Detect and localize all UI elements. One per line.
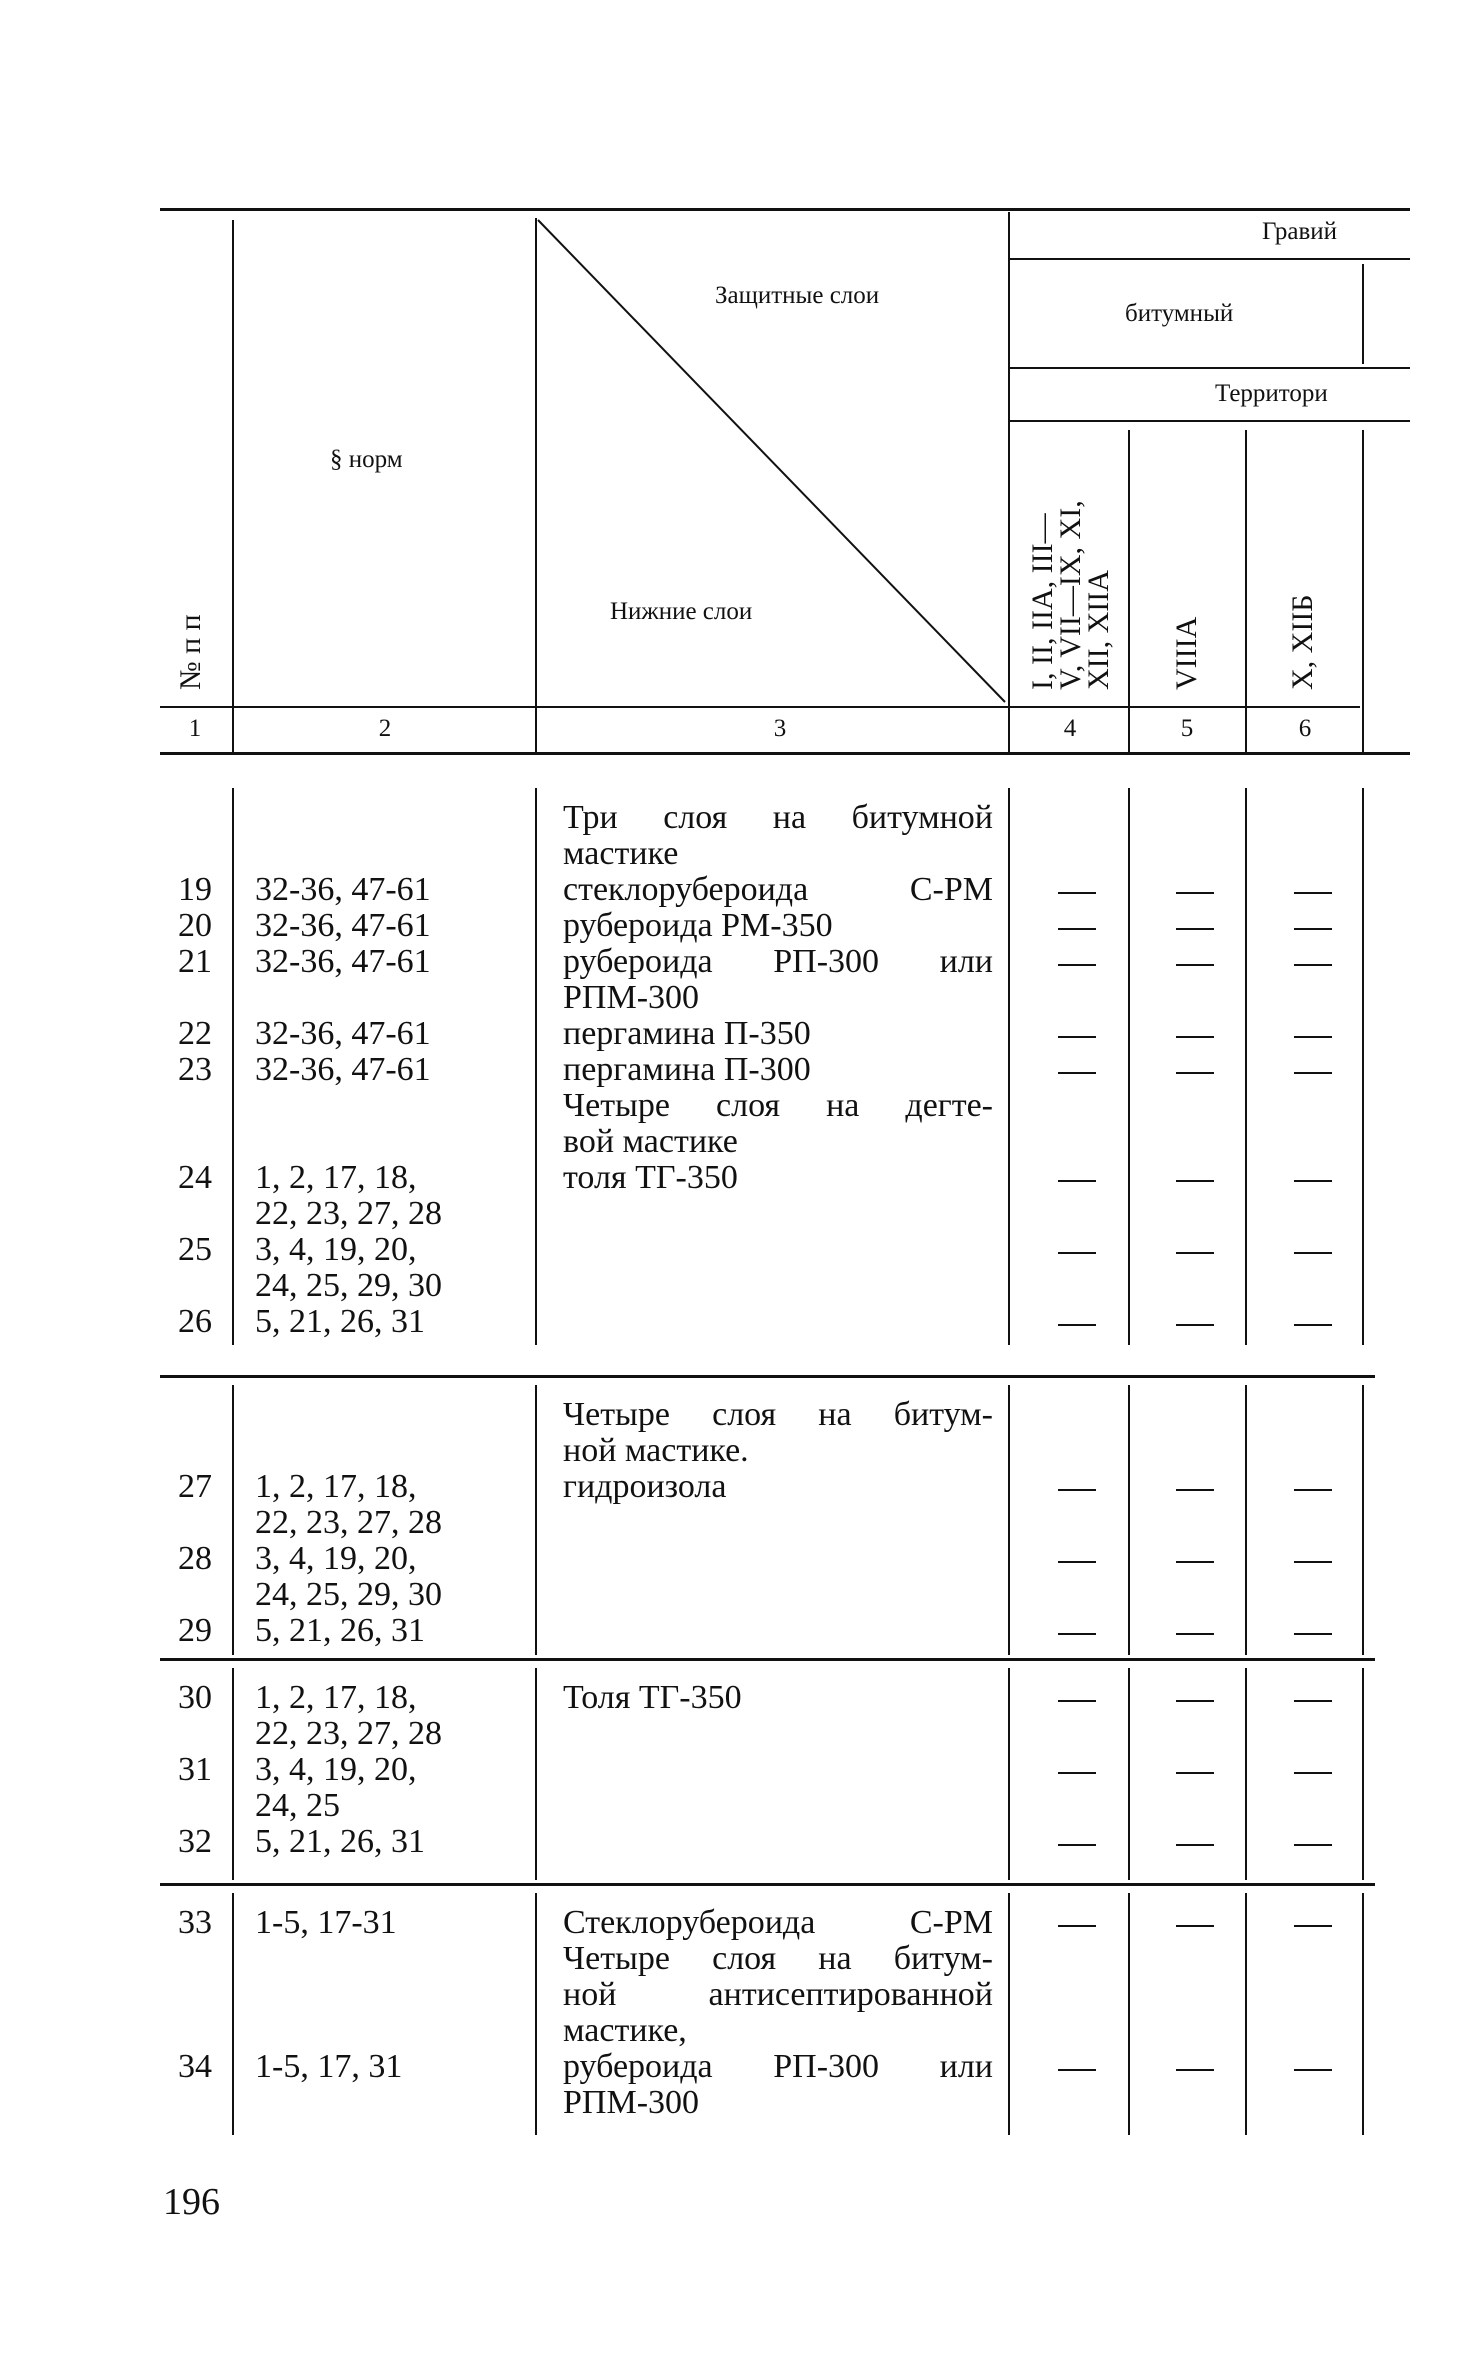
row-number: 26 xyxy=(178,1303,212,1340)
column-divider xyxy=(1128,1385,1130,1655)
row-number: 20 xyxy=(178,907,212,944)
norm-reference: 32-36, 47-61 xyxy=(255,943,431,980)
dash-cell-c5 xyxy=(1176,1489,1214,1491)
dash-cell-c5 xyxy=(1176,1925,1214,1927)
row-number: 25 xyxy=(178,1231,212,1268)
norm-reference: 5, 21, 26, 31 xyxy=(255,1303,425,1340)
dash-cell-c6 xyxy=(1294,1324,1332,1326)
column-number-3: 3 xyxy=(773,715,787,742)
dash-cell-c6 xyxy=(1294,964,1332,966)
dash-cell-c4 xyxy=(1058,964,1096,966)
description-line: Четыре слоя на битум- xyxy=(563,1940,993,1977)
norm-reference: 1, 2, 17, 18, xyxy=(255,1679,417,1716)
dash-cell-c6 xyxy=(1294,928,1332,930)
dash-cell-c6 xyxy=(1294,892,1332,894)
description-line: пергамина П-300 xyxy=(563,1051,811,1088)
dash-cell-c6 xyxy=(1294,1036,1332,1038)
row-number: 33 xyxy=(178,1904,212,1941)
description-line: мастике xyxy=(563,835,679,872)
dash-cell-c4 xyxy=(1058,928,1096,930)
column-number-6: 6 xyxy=(1298,715,1312,742)
dash-cell-c4 xyxy=(1058,1772,1096,1774)
description-line: вой мастике xyxy=(563,1123,738,1160)
col5-label: VIIIA xyxy=(1170,616,1203,690)
dash-cell-c6 xyxy=(1294,1633,1332,1635)
norm-reference: 3, 4, 19, 20, xyxy=(255,1751,417,1788)
dash-cell-c6 xyxy=(1294,1489,1332,1491)
dash-cell-c6 xyxy=(1294,1180,1332,1182)
column-divider xyxy=(535,1668,537,1880)
row-number: 27 xyxy=(178,1468,212,1505)
column-divider xyxy=(1008,788,1010,1345)
column-divider xyxy=(1008,1668,1010,1880)
row-number: 30 xyxy=(178,1679,212,1716)
norm-reference: 22, 23, 27, 28 xyxy=(255,1715,442,1752)
description-line: Четыре слоя на битум- xyxy=(563,1396,993,1433)
row-number: 19 xyxy=(178,871,212,908)
column-divider xyxy=(1245,1385,1247,1655)
territory-label: Территори xyxy=(1215,380,1328,407)
dash-cell-c6 xyxy=(1294,2069,1332,2071)
column-divider xyxy=(535,1385,537,1655)
dash-cell-c5 xyxy=(1176,964,1214,966)
dash-cell-c4 xyxy=(1058,1925,1096,1927)
group-label: Гравий xyxy=(1262,218,1338,245)
column-divider xyxy=(1245,1893,1247,2135)
column-divider xyxy=(232,1893,234,2135)
dash-cell-c4 xyxy=(1058,2069,1096,2071)
dash-cell-c5 xyxy=(1176,1180,1214,1182)
col4-label-line3: XII, XIIA xyxy=(1082,570,1115,690)
column-divider xyxy=(232,1385,234,1655)
description-line: Четыре слоя на дегте- xyxy=(563,1087,993,1124)
dash-cell-c5 xyxy=(1176,1700,1214,1702)
column-divider xyxy=(1008,1385,1010,1655)
column-divider xyxy=(1245,1668,1247,1880)
col3-bottom-label: Нижние слои xyxy=(610,598,753,625)
col4-label-line2: V, VII—IX, XI, xyxy=(1054,500,1087,690)
dash-cell-c4 xyxy=(1058,1844,1096,1846)
block-separator xyxy=(160,1658,1375,1661)
description-line: ной антисептированной xyxy=(563,1976,993,2013)
col3-top-label: Защитные слои xyxy=(715,282,880,309)
norm-reference: 1, 2, 17, 18, xyxy=(255,1159,417,1196)
dash-cell-c5 xyxy=(1176,1772,1214,1774)
description-line: пергамина П-350 xyxy=(563,1015,811,1052)
row-number: 34 xyxy=(178,2048,212,2085)
page-number: 196 xyxy=(163,2181,220,2223)
block-separator xyxy=(160,1883,1375,1886)
dash-cell-c6 xyxy=(1294,1252,1332,1254)
description-line: Стеклорубероида С-РМ xyxy=(563,1904,993,1941)
description-line: толя ТГ-350 xyxy=(563,1159,738,1196)
column-number-5: 5 xyxy=(1180,715,1194,742)
dash-cell-c4 xyxy=(1058,1324,1096,1326)
norm-reference: 3, 4, 19, 20, xyxy=(255,1540,417,1577)
row-number: 24 xyxy=(178,1159,212,1196)
dash-cell-c5 xyxy=(1176,1252,1214,1254)
norm-reference: 32-36, 47-61 xyxy=(255,871,431,908)
norm-reference: 32-36, 47-61 xyxy=(255,1051,431,1088)
column-divider xyxy=(1128,1668,1130,1880)
column-divider xyxy=(1128,788,1130,1345)
norm-reference: 22, 23, 27, 28 xyxy=(255,1195,442,1232)
dash-cell-c5 xyxy=(1176,2069,1214,2071)
description-line: гидроизола xyxy=(563,1468,727,1505)
norm-reference: 22, 23, 27, 28 xyxy=(255,1504,442,1541)
description-line: Толя ТГ-350 xyxy=(563,1679,742,1716)
col4-label-line1: I, II, IIA, III— xyxy=(1026,513,1059,690)
dash-cell-c5 xyxy=(1176,928,1214,930)
row-number: 23 xyxy=(178,1051,212,1088)
dash-cell-c6 xyxy=(1294,1700,1332,1702)
dash-cell-c5 xyxy=(1176,1324,1214,1326)
dash-cell-c6 xyxy=(1294,1925,1332,1927)
dash-cell-c5 xyxy=(1176,1036,1214,1038)
column-divider xyxy=(1362,1668,1364,1880)
dash-cell-c5 xyxy=(1176,1072,1214,1074)
column-divider xyxy=(1362,788,1364,1345)
row-number: 29 xyxy=(178,1612,212,1649)
dash-cell-c4 xyxy=(1058,1036,1096,1038)
column-divider xyxy=(232,788,234,1345)
norm-reference: 32-36, 47-61 xyxy=(255,907,431,944)
norm-reference: 1, 2, 17, 18, xyxy=(255,1468,417,1505)
column-divider xyxy=(1008,1893,1010,2135)
norm-reference: 32-36, 47-61 xyxy=(255,1015,431,1052)
dash-cell-c4 xyxy=(1058,1072,1096,1074)
description-line: стеклорубероида С-РМ xyxy=(563,871,993,908)
dash-cell-c5 xyxy=(1176,1561,1214,1563)
norm-reference: 1-5, 17, 31 xyxy=(255,2048,403,2085)
norm-reference: 24, 25 xyxy=(255,1787,340,1824)
col2-label: § норм xyxy=(330,446,403,473)
dash-cell-c5 xyxy=(1176,1633,1214,1635)
norm-reference: 5, 21, 26, 31 xyxy=(255,1612,425,1649)
column-number-1: 1 xyxy=(188,715,202,742)
description-line: рубероида РП-300 или xyxy=(563,2048,993,2085)
dash-cell-c6 xyxy=(1294,1844,1332,1846)
col1-label: № п п xyxy=(174,614,207,690)
column-divider xyxy=(535,1893,537,2135)
row-number: 31 xyxy=(178,1751,212,1788)
column-divider xyxy=(535,788,537,1345)
row-number: 21 xyxy=(178,943,212,980)
dash-cell-c5 xyxy=(1176,892,1214,894)
dash-cell-c4 xyxy=(1058,1561,1096,1563)
dash-cell-c4 xyxy=(1058,1489,1096,1491)
column-number-2: 2 xyxy=(378,715,392,742)
dash-cell-c6 xyxy=(1294,1561,1332,1563)
dash-cell-c4 xyxy=(1058,1180,1096,1182)
description-line: рубероида РП-300 или xyxy=(563,943,993,980)
dash-cell-c6 xyxy=(1294,1072,1332,1074)
column-divider xyxy=(232,1668,234,1880)
column-divider xyxy=(1128,1893,1130,2135)
column-divider xyxy=(1362,1385,1364,1655)
norm-reference: 3, 4, 19, 20, xyxy=(255,1231,417,1268)
column-number-4: 4 xyxy=(1063,715,1077,742)
col6-label: X, XIIБ xyxy=(1286,594,1319,690)
subgroup-label: битумный xyxy=(1125,300,1234,327)
row-number: 22 xyxy=(178,1015,212,1052)
dash-cell-c4 xyxy=(1058,1252,1096,1254)
norm-reference: 1-5, 17-31 xyxy=(255,1904,397,1941)
norm-reference: 5, 21, 26, 31 xyxy=(255,1823,425,1860)
dash-cell-c4 xyxy=(1058,1633,1096,1635)
norm-reference: 24, 25, 29, 30 xyxy=(255,1576,442,1613)
dash-cell-c5 xyxy=(1176,1844,1214,1846)
description-line: рубероида РМ-350 xyxy=(563,907,833,944)
column-divider xyxy=(1362,1893,1364,2135)
dash-cell-c4 xyxy=(1058,1700,1096,1702)
description-line: Три слоя на битумной xyxy=(563,799,993,836)
block-separator xyxy=(160,1375,1375,1378)
description-line: мастике, xyxy=(563,2012,687,2049)
description-line: РПМ-300 xyxy=(563,979,700,1016)
dash-cell-c4 xyxy=(1058,892,1096,894)
row-number: 32 xyxy=(178,1823,212,1860)
dash-cell-c6 xyxy=(1294,1772,1332,1774)
column-divider xyxy=(1245,788,1247,1345)
norm-reference: 24, 25, 29, 30 xyxy=(255,1267,442,1304)
description-line: РПМ-300 xyxy=(563,2084,700,2121)
description-line: ной мастике. xyxy=(563,1432,749,1469)
row-number: 28 xyxy=(178,1540,212,1577)
